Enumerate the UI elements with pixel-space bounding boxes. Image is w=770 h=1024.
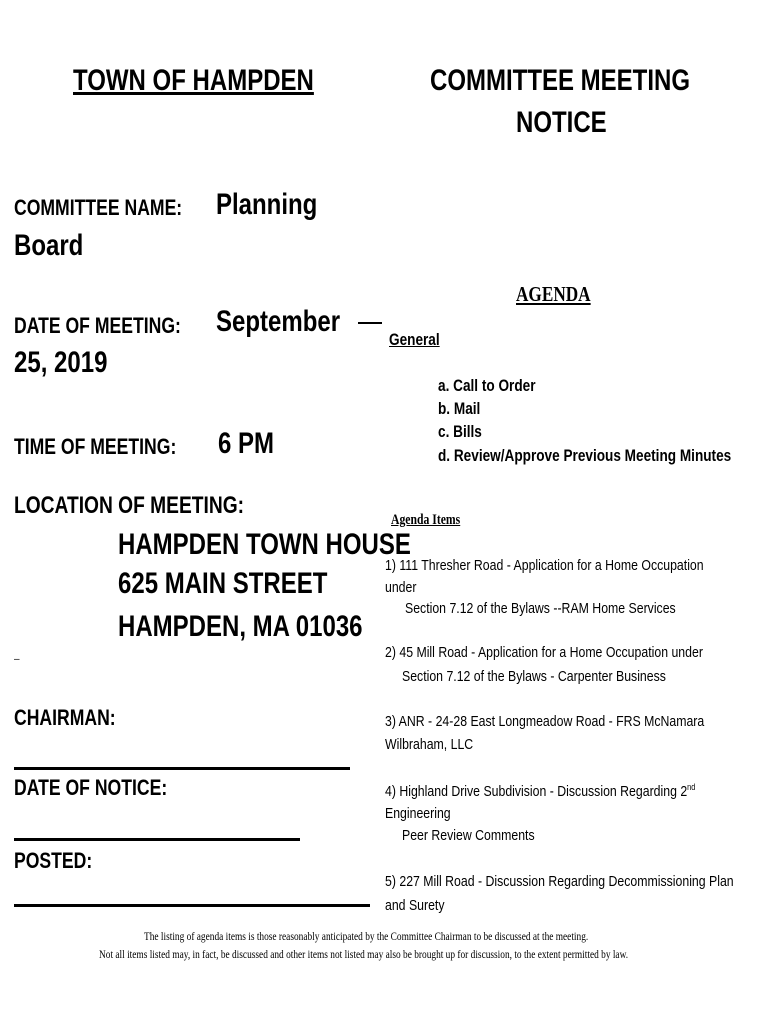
agenda-item-cont: Peer Review Comments (402, 827, 535, 844)
agenda-item (385, 557, 704, 574)
posted-label: POSTED: (14, 848, 93, 873)
meeting-time-label: TIME OF MEETING: (14, 434, 177, 459)
chairman-line (14, 767, 350, 770)
meeting-date-value: September (216, 305, 341, 338)
date-dash (358, 322, 382, 324)
agenda-item-cont: Engineering (385, 805, 451, 822)
agenda-item: 2) 45 Mill Road - Application for a Home Occupation under (385, 644, 703, 661)
posted-line (14, 904, 370, 907)
agenda-item: 3) ANR - 24-28 East Longmeadow Road - FRS McNamara (385, 713, 705, 730)
agenda-item-text: 4) Highland Drive Subdivision - Discussion Regarding 2 (385, 783, 688, 800)
location-line2: 625 MAIN STREET (118, 567, 328, 600)
committee-name-value: Planning (216, 188, 318, 221)
notice-title-line1: COMMITTEE MEETING (430, 64, 690, 97)
agenda-title: AGENDA (516, 282, 591, 306)
notice-date-line (14, 838, 300, 841)
agenda-item: 5) 227 Mill Road - Discussion Regarding Decommissioning Plan (385, 873, 734, 890)
agenda-items-label: Agenda Items (391, 512, 461, 528)
general-item: c. Bills (438, 422, 482, 441)
agenda-item-cont: and Surety (385, 897, 445, 914)
town-title: TOWN OF HAMPDEN (73, 64, 314, 97)
agenda-general-label: General (389, 330, 440, 349)
location-line1: HAMPDEN TOWN HOUSE (118, 528, 411, 561)
meeting-time-value: 6 PM (218, 427, 275, 460)
meeting-date-value-cont: 25, 2019 (14, 346, 108, 379)
footer-note-line1: The listing of agenda items is those reasonably anticipated by the Committee Chairman to be discussed at the meeting. (144, 929, 589, 943)
footer-note-line2: Not all items listed may, in fact, be discussed and other items not listed may also be brought up for discussion, to the extent permitted by law. (99, 947, 629, 961)
ordinal-suffix: nd (687, 782, 696, 792)
notice-title-line2: NOTICE (516, 106, 607, 139)
location-line3: HAMPDEN, MA 01036 (118, 610, 363, 643)
agenda-item-cont: Section 7.12 of the Bylaws --RAM Home Services (405, 600, 676, 617)
chairman-label: CHAIRMAN: (14, 705, 116, 730)
location-label: LOCATION OF MEETING: (14, 492, 245, 519)
committee-name-value-cont: Board (14, 229, 84, 262)
general-item: d. Review/Approve Previous Meeting Minutes (438, 446, 732, 465)
general-item: a. Call to Order (438, 376, 536, 395)
location-dash: – (14, 654, 20, 665)
committee-name-label: COMMITTEE NAME: (14, 195, 183, 220)
meeting-date-label: DATE OF MEETING: (14, 313, 181, 338)
agenda-item-cont: Wilbraham, LLC (385, 736, 474, 753)
agenda-item-text: 1) 111 Thresher Road - Application for a Home Occupation (385, 557, 704, 574)
agenda-item-cont: under (385, 579, 417, 596)
notice-date-label: DATE OF NOTICE: (14, 775, 168, 800)
agenda-item-cont: Section 7.12 of the Bylaws - Carpenter Business (402, 668, 666, 685)
agenda-item (385, 782, 695, 800)
general-item: b. Mail (438, 399, 481, 418)
